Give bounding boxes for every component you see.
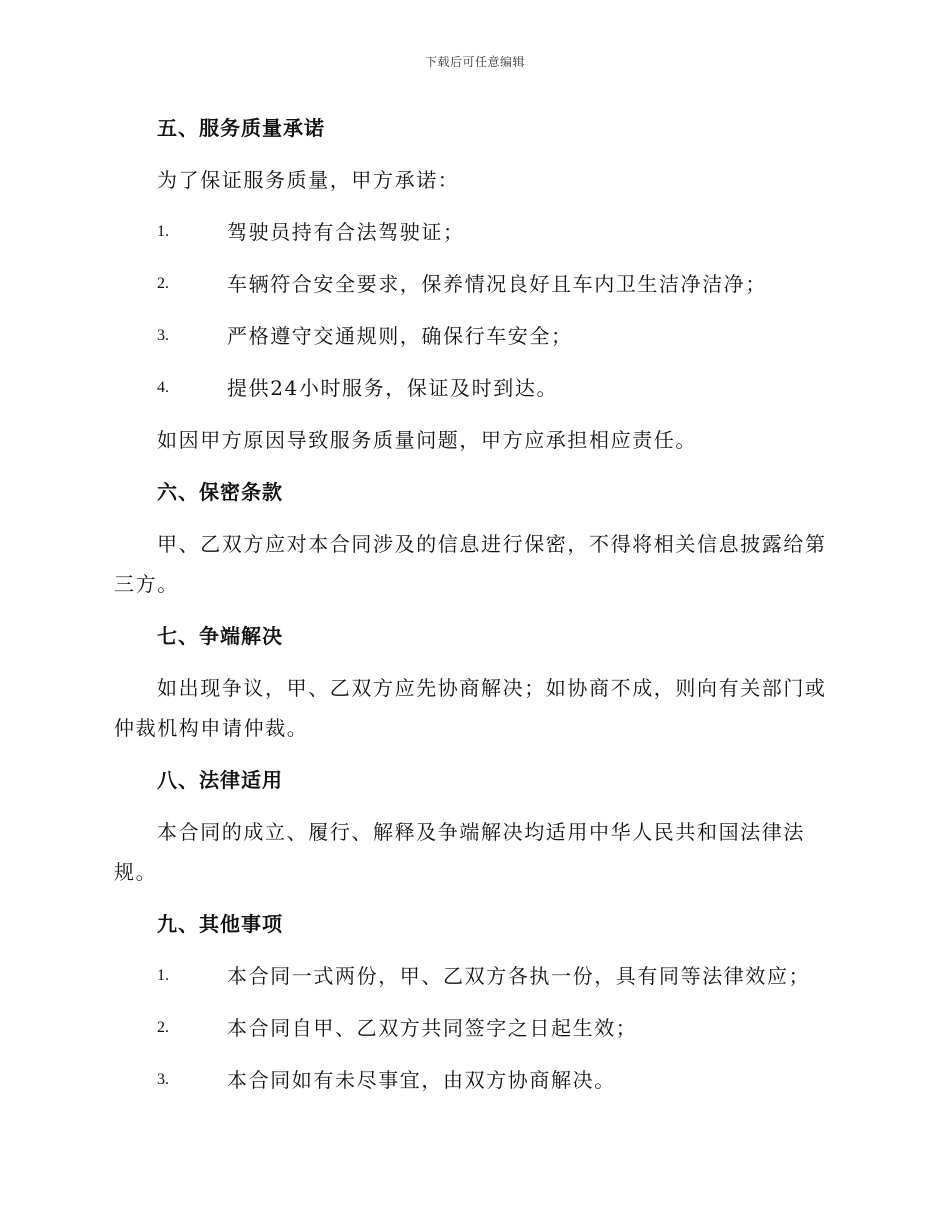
list-text: 严格遵守交通规则，确保行车安全； — [227, 324, 573, 348]
section-closing: 如因甲方原因导致服务质量问题，甲方应承担相应责任。 — [157, 428, 697, 452]
section-body-dispute-resolution: 如出现争议，甲、乙双方应先协商解决；如协商不成，则向有关部门或仲裁机构申请仲裁。 — [114, 676, 827, 740]
section-heading-dispute-resolution: 七、争端解决 — [157, 624, 283, 648]
list-item — [114, 956, 834, 1008]
list-item — [114, 1060, 834, 1112]
list-item — [114, 1008, 834, 1060]
list-item — [114, 212, 834, 264]
list-number: 2. — [157, 275, 169, 292]
section-heading-applicable-law: 八、法律适用 — [157, 768, 283, 792]
list-number: 1. — [157, 223, 169, 240]
list-number: 4. — [157, 379, 169, 396]
list-text: 本合同自甲、乙双方共同签字之日起生效； — [227, 1016, 638, 1040]
list-item — [114, 368, 834, 420]
list-number: 3. — [157, 1071, 169, 1088]
list-item — [114, 316, 834, 368]
list-text: 车辆符合安全要求，保养情况良好且车内卫生洁净洁净； — [227, 272, 767, 296]
list-item — [114, 264, 834, 316]
section-heading-service-quality: 五、服务质量承诺 — [157, 116, 325, 140]
section-body-applicable-law: 本合同的成立、履行、解释及争端解决均适用中华人民共和国法律法规。 — [114, 820, 805, 884]
list-number: 3. — [157, 327, 169, 344]
list-number: 1. — [157, 967, 169, 984]
document-body — [114, 108, 834, 1112]
page-header-note: 下载后可任意编辑 — [424, 55, 525, 69]
list-number: 2. — [157, 1019, 169, 1036]
list-text: 提供24小时服务，保证及时到达。 — [227, 376, 559, 400]
section-intro: 为了保证服务质量，甲方承诺： — [157, 168, 460, 192]
list-text: 驾驶员持有合法驾驶证； — [227, 220, 465, 244]
list-text: 本合同一式两份，甲、乙双方各执一份，具有同等法律效应； — [227, 964, 811, 988]
section-heading-other-matters: 九、其他事项 — [157, 912, 283, 936]
list-text: 本合同如有未尽事宜，由双方协商解决。 — [227, 1068, 616, 1092]
section-heading-confidentiality: 六、保密条款 — [157, 480, 283, 504]
section-body-confidentiality: 甲、乙双方应对本合同涉及的信息进行保密，不得将相关信息披露给第三方。 — [114, 532, 827, 596]
